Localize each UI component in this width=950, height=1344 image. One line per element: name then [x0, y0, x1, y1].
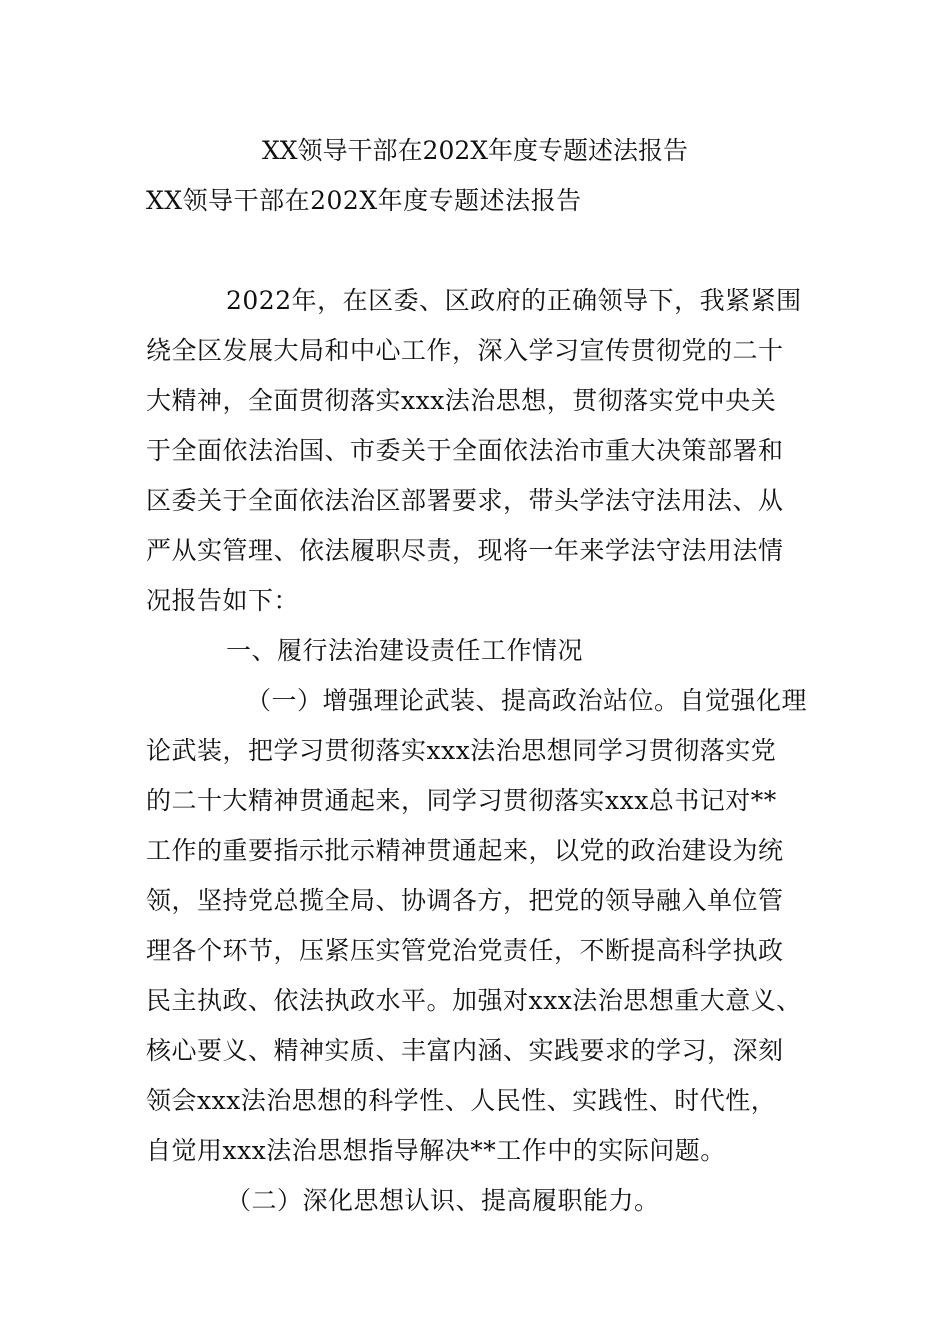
- paragraph1-line: 大精神，全面贯彻落实xxx法治思想，贯彻落实党中央关: [146, 386, 777, 415]
- paragraph1-line: 严从实管理、依法履职尽责，现将一年来学法守法用法情: [146, 536, 784, 565]
- paragraph2-line: （一）增强理论武装、提高政治站位。自觉强化理: [246, 686, 808, 715]
- paragraph1-line: 2022年，在区委、区政府的正确领导下，我紧紧围: [226, 286, 802, 315]
- paragraph2-line: 领，坚持党总揽全局、协调各方，把党的领导融入单位管: [146, 886, 784, 915]
- paragraph2-line: 理各个环节，压紧压实管党治党责任，不断提高科学执政: [146, 936, 784, 965]
- paragraph1-line: 绕全区发展大局和中心工作，深入学习宣传贯彻党的二十: [146, 336, 784, 365]
- paragraph2-line: 论武装，把学习贯彻落实xxx法治思想同学习贯彻落实党: [146, 736, 777, 765]
- document-title-repeat: XX领导干部在202X年度专题述法报告: [146, 186, 582, 215]
- paragraph1-line: 区委关于全面依法治区部署要求，带头学法守法用法、从: [146, 486, 784, 515]
- paragraph2-line: 工作的重要指示批示精神贯通起来，以党的政治建设为统: [146, 836, 784, 865]
- paragraph1-line: 况报告如下：: [146, 586, 300, 615]
- section-subheading-2: （二）深化思想认识、提高履职能力。: [226, 1186, 660, 1215]
- paragraph2-line: 的二十大精神贯通起来，同学习贯彻落实xxx总书记对**: [146, 786, 777, 815]
- section-heading-1: 一、履行法治建设责任工作情况: [226, 636, 584, 665]
- paragraph2-line: 自觉用xxx法治思想指导解决**工作中的实际问题。: [146, 1136, 726, 1165]
- document-title: XX领导干部在202X年度专题述法报告: [261, 136, 689, 165]
- paragraph1-line: 于全面依法治国、市委关于全面依法治市重大决策部署和: [146, 436, 784, 465]
- paragraph2-line: 领会xxx法治思想的科学性、人民性、实践性、时代性，: [146, 1086, 777, 1115]
- paragraph2-line: 民主执政、依法执政水平。加强对xxx法治思想重大意义、: [146, 986, 802, 1015]
- paragraph2-line: 核心要义、精神实质、丰富内涵、实践要求的学习，深刻: [146, 1036, 784, 1065]
